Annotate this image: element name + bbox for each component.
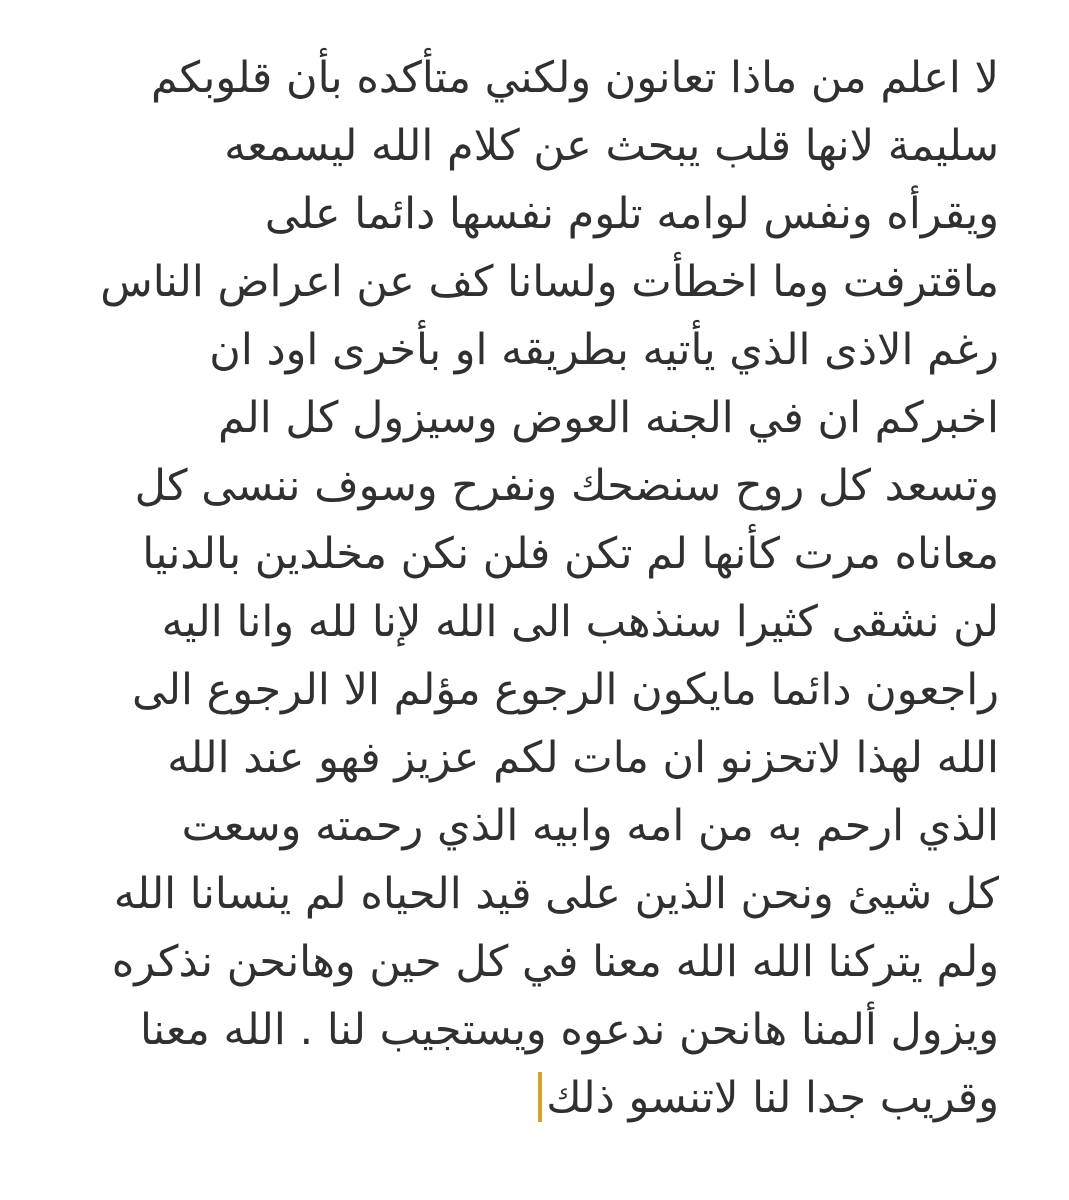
text-line: ولم يتركنا الله الله معنا في كل حين وهانحن نذكره	[111, 937, 999, 987]
text-line: الذي ارحم به من امه وابيه الذي رحمته وسعت	[181, 801, 999, 851]
text-line-last-content: وقريب جدا لنا لاتنسو ذلك	[546, 1073, 999, 1123]
text-line: لن نشقى كثيرا سنذهب الى الله لإنا لله وانا اليه	[161, 597, 999, 647]
text-line: رغم الاذى الذي يأتيه بطريقه او بأخرى اود ان	[209, 325, 999, 375]
note-text-area[interactable]	[59, 44, 999, 1132]
text-line: كل شيئ ونحن الذين على قيد الحياه لم ينسانا الله	[113, 869, 999, 919]
text-line-last	[59, 1064, 999, 1132]
text-line: وتسعد كل روح سنضحك ونفرح وسوف ننسى كل	[134, 461, 999, 511]
text-cursor-caret	[538, 1072, 542, 1122]
text-line: لا اعلم من ماذا تعانون ولكني متأكده بأن قلوبكم	[151, 53, 999, 103]
text-line: سليمة لانها قلب يبحث عن كلام الله ليسمعه	[224, 121, 999, 171]
text-line: ماقترفت وما اخطأت ولسانا كف عن اعراض الناس	[100, 257, 999, 307]
text-line: ويزول ألمنا هانحن ندعوه ويستجيب لنا . الله معنا	[139, 1005, 999, 1055]
text-line: ويقرأه ونفس لوامه تلوم نفسها دائما على	[264, 189, 999, 239]
text-line: الله لهذا لاتحزنو ان مات لكم عزيز فهو عند الله	[167, 733, 999, 783]
text-line: اخبركم ان في الجنه العوض وسيزول كل الم	[218, 393, 999, 443]
text-line: راجعون دائما مايكون الرجوع مؤلم الا الرجوع الى	[132, 665, 999, 715]
text-line: معاناه مرت كأنها لم تكن فلن نكن مخلدين بالدنيا	[142, 529, 999, 579]
